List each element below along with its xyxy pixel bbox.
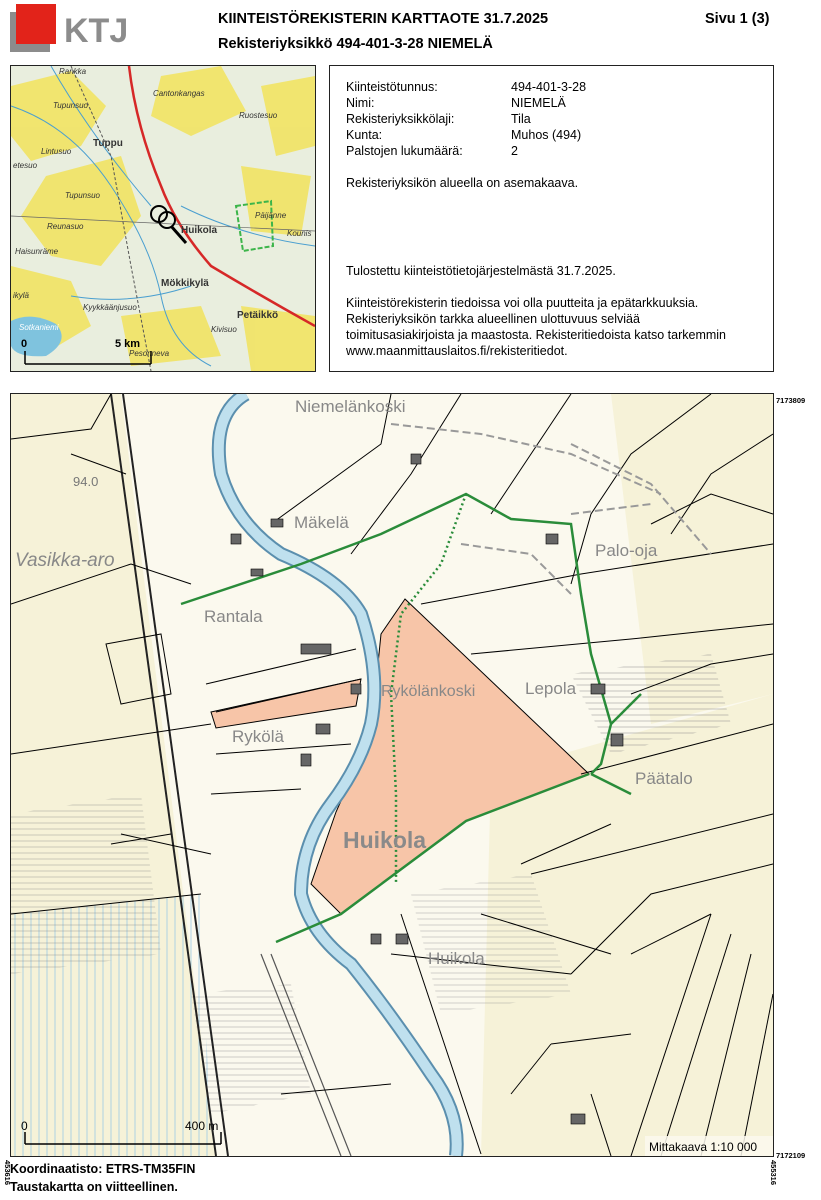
- disclaimer-line: Kiinteistörekisterin tiedoissa voi olla puutteita ja epätarkkuuksia.: [346, 296, 699, 310]
- coord-west: 453616: [3, 1160, 12, 1186]
- disclaimer-line: toimitusasiakirjoista ja maastosta. Rekisteritiedoista katso tarkemmin: [346, 328, 726, 342]
- info-value: 494-401-3-28: [511, 80, 587, 94]
- place-label: Lepola: [525, 679, 577, 698]
- place-label: Palo-oja: [595, 541, 658, 560]
- printed-note: Tulostettu kiinteistötietojärjestelmästä 31.7.2025.: [346, 264, 616, 278]
- coord-east: 455316: [769, 1160, 778, 1186]
- place-label-main: Huikola: [343, 827, 427, 853]
- overview-label: Tuppu: [93, 138, 123, 149]
- disclaimer-link[interactable]: www.maanmittauslaitos.fi/rekisteritiedot.: [346, 344, 568, 358]
- overview-label: Huikola: [181, 225, 218, 236]
- overview-label: Kounis: [287, 229, 312, 238]
- info-label: Nimi:: [346, 96, 375, 110]
- map-scale-zero: 0: [21, 1119, 28, 1133]
- place-label: Mäkelä: [294, 513, 349, 532]
- place-label: Rykölänkoski: [381, 683, 476, 700]
- overview-label: Ruostesuo: [239, 111, 278, 120]
- background-note: Taustakartta on viitteellinen.: [10, 1180, 178, 1194]
- property-info-panel: [329, 65, 774, 372]
- elevation-label: 94.0: [73, 474, 99, 489]
- overview-label: Kyykkäänjusuo: [83, 303, 137, 312]
- info-label: Rekisteriyksikkölaji:: [346, 112, 455, 126]
- overview-label: Petäikkö: [237, 310, 279, 321]
- cadastral-map: [10, 393, 774, 1157]
- coord-north: 7173809: [776, 396, 806, 405]
- place-label: Rantala: [204, 607, 263, 626]
- info-label: Palstojen lukumäärä:: [346, 144, 463, 158]
- overview-label: Lintusuo: [41, 147, 72, 156]
- disclaimer-line: Rekisteriyksikön tarkka alueellinen ulottuvuus selviää: [346, 312, 640, 326]
- overview-label: Haisunräme: [15, 247, 59, 256]
- overview-label: Cantonkangas: [153, 89, 205, 98]
- map-scale-ratio: Mittakaava 1:10 000: [649, 1140, 758, 1154]
- overview-label: Tupunsuo: [65, 191, 100, 200]
- place-label: Huikola: [428, 949, 485, 968]
- place-label: Päätalo: [635, 769, 693, 788]
- zoning-note: Rekisteriyksikön alueella on asemakaava.: [346, 176, 579, 190]
- map-scale-label: 400 m: [185, 1119, 219, 1133]
- ktj-logo: [10, 4, 128, 52]
- info-value: 2: [511, 144, 518, 158]
- overview-label: ikylä: [13, 291, 30, 300]
- page-number: Sivu 1 (3): [705, 11, 770, 27]
- page-subtitle: Rekisteriyksikkö 494-401-3-28 NIEMELÄ: [218, 36, 493, 52]
- place-label: Vasikka-aro: [15, 550, 115, 571]
- place-label: Rykölä: [232, 727, 284, 746]
- overview-scale-zero: 0: [21, 338, 28, 350]
- overview-label: Rankka: [59, 67, 87, 76]
- overview-label: Kivisuo: [211, 325, 237, 334]
- info-label: Kunta:: [346, 128, 383, 142]
- overview-label: Pesonneva: [129, 349, 170, 358]
- overview-label: Reunasuo: [47, 222, 84, 231]
- overview-label: Päijänne: [255, 211, 287, 220]
- info-value: Muhos (494): [511, 128, 582, 142]
- info-value: Tila: [511, 112, 531, 126]
- overview-scale-label: 5 km: [115, 338, 141, 350]
- overview-map: [10, 65, 316, 372]
- logo-red-square: [16, 4, 56, 44]
- place-label: Niemelänkoski: [295, 397, 406, 416]
- crs-note: Koordinaatisto: ETRS-TM35FIN: [10, 1162, 196, 1176]
- page-title: KIINTEISTÖREKISTERIN KARTTAOTE 31.7.2025: [218, 11, 549, 27]
- logo-text: KTJ: [64, 12, 128, 50]
- overview-label: Mökkikylä: [161, 278, 209, 289]
- overview-label: Tupunsuo: [53, 101, 88, 110]
- overview-label: etesuo: [13, 161, 38, 170]
- coord-south: 7172109: [776, 1151, 806, 1160]
- info-label: Kiinteistötunnus:: [346, 80, 438, 94]
- overview-label: Sotkaniemi: [19, 323, 59, 332]
- info-value: NIEMELÄ: [511, 96, 566, 110]
